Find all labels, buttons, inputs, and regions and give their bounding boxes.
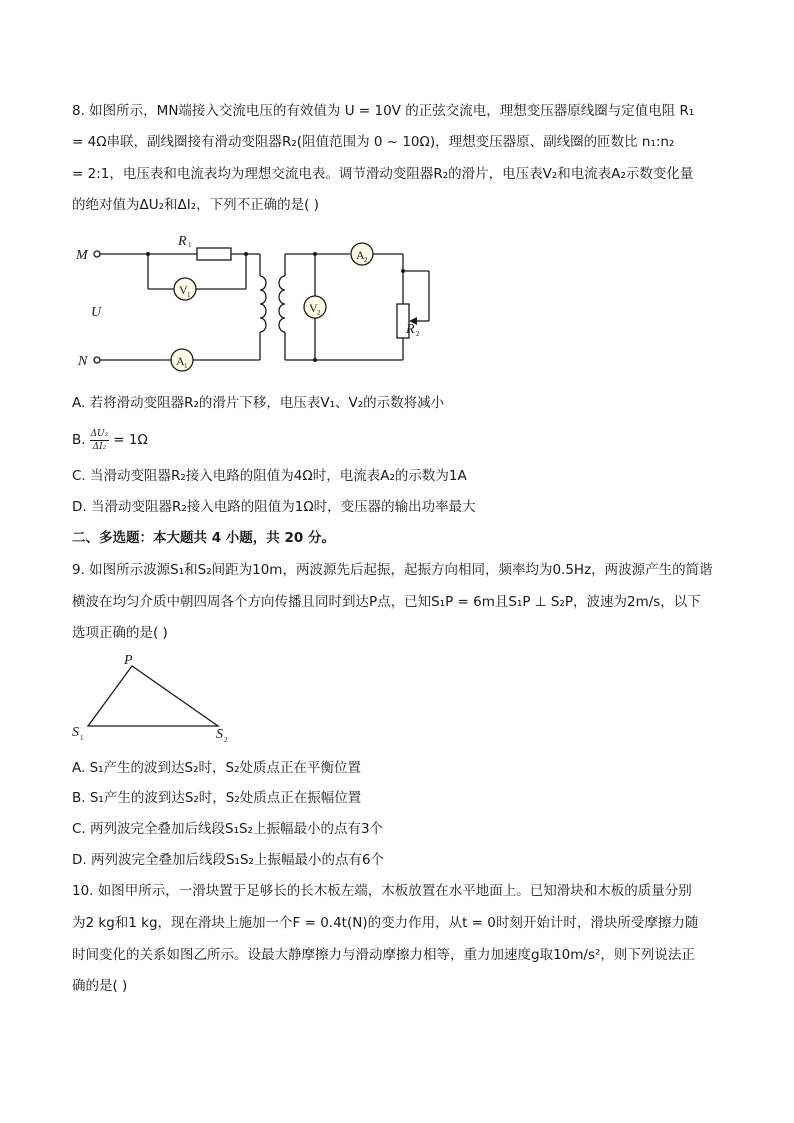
q9-option-b: B. S₁产生的波到达S₂时，S₂处质点正在振幅位置 [72, 790, 362, 806]
r1-label: R [178, 234, 187, 249]
q10-line-4: 确的是( ) [72, 978, 128, 994]
terminal-m-label: M [76, 248, 88, 263]
q8-option-d: D. 当滑动变阻器R₂接入电路的阻值为1Ω时，变压器的输出功率最大 [72, 499, 476, 515]
point-p-label: P [124, 653, 133, 668]
q9-option-c: C. 两列波完全叠加后线段S₁S₂上振幅最小的点有3个 [72, 821, 384, 837]
q10-line-3: 时间变化的关系如图乙所示。设最大静摩擦力与滑动摩擦力相等，重力加速度g取10m/s²，则下列说法正 [72, 947, 695, 963]
voltage-u-label: U [91, 305, 102, 320]
point-s1-label: S [72, 725, 79, 740]
point-s2-sub: 2 [224, 736, 228, 744]
q8-line-3: = 2:1，电压表和电流表均为理想交流电表。调节滑动变阻器R₂的滑片，电压表V₂和电流表A₂示数变化量 [72, 166, 694, 182]
a1-sub: 1 [184, 362, 188, 370]
v1-sub: 1 [187, 291, 191, 299]
triangle-figure [68, 650, 248, 745]
q8-line-2: = 4Ω串联，副线圈接有滑动变阻器R₂(阻值范围为 0 ~ 10Ω)，理想变压器原、副线圈的匝数比 n₁:n₂ [72, 134, 675, 150]
q10-line-2: 为2 kg和1 kg，现在滑块上施加一个F = 0.4t(N)的变力作用，从t = 0时刻开始计时，滑块所受摩擦力随 [72, 915, 699, 931]
q8-line-4: 的绝对值为ΔU₂和ΔI₂，下列不正确的是( ) [72, 197, 319, 213]
a2-meter-label: A [356, 248, 365, 262]
q8-option-c: C. 当滑动变阻器R₂接入电路的阻值为4Ω时，电流表A₂的示数为1A [72, 468, 467, 484]
section-heading: 二、多选题：本大题共 4 小题，共 20 分。 [72, 530, 335, 546]
q9-line-3: 选项正确的是( ) [72, 625, 168, 641]
terminal-n-label: N [78, 354, 88, 369]
r2-sub: 2 [416, 330, 420, 338]
option-b-prefix: B. [72, 432, 86, 448]
q9-option-a: A. S₁产生的波到达S₂时，S₂处质点正在平衡位置 [72, 760, 362, 776]
q8-line-1: 8. 如图所示，MN端接入交流电压的有效值为 U = 10V 的正弦交流电，理想变压器原线圈与定值电阻 R₁ [72, 103, 695, 119]
q9-line-1: 9. 如图所示波源S₁和S₂间距为10m，两波源先后起振，起振方向相同，频率均为0.5Hz，两波源产生的简谐 [72, 562, 713, 578]
q9-line-2: 横波在均匀介质中朝四周各个方向传播且同时到达P点，已知S₁P = 6m且S₁P ⊥ S₂P，波速为2m/s，以下 [72, 594, 701, 610]
v2-meter-label: V [309, 301, 318, 315]
point-s2-label: S [216, 727, 223, 742]
v1-meter-label: V [179, 283, 188, 297]
q8-option-a: A. 若将滑动变阻器R₂的滑片下移，电压表V₁、V₂的示数将减小 [72, 395, 445, 411]
q9-option-d: D. 两列波完全叠加后线段S₁S₂上振幅最小的点有6个 [72, 852, 385, 868]
v2-sub: 2 [317, 309, 321, 317]
circuit-diagram [70, 232, 450, 377]
a2-sub: 2 [364, 256, 368, 264]
fraction-denominator: ΔI₂ [92, 441, 107, 452]
a1-meter-label: A [176, 354, 185, 368]
fraction-numerator: ΔU₂ [90, 428, 109, 439]
q8-option-b [72, 423, 148, 457]
r2-label: R [406, 322, 415, 337]
fraction [90, 428, 110, 453]
q10-line-1: 10. 如图甲所示，一滑块置于足够长的长木板左端，木板放置在水平地面上。已知滑块和木板的质量分别 [72, 883, 692, 899]
r1-sub: 1 [188, 241, 192, 249]
point-s1-sub: 1 [80, 734, 84, 742]
option-b-rhs: = 1Ω [113, 432, 148, 448]
